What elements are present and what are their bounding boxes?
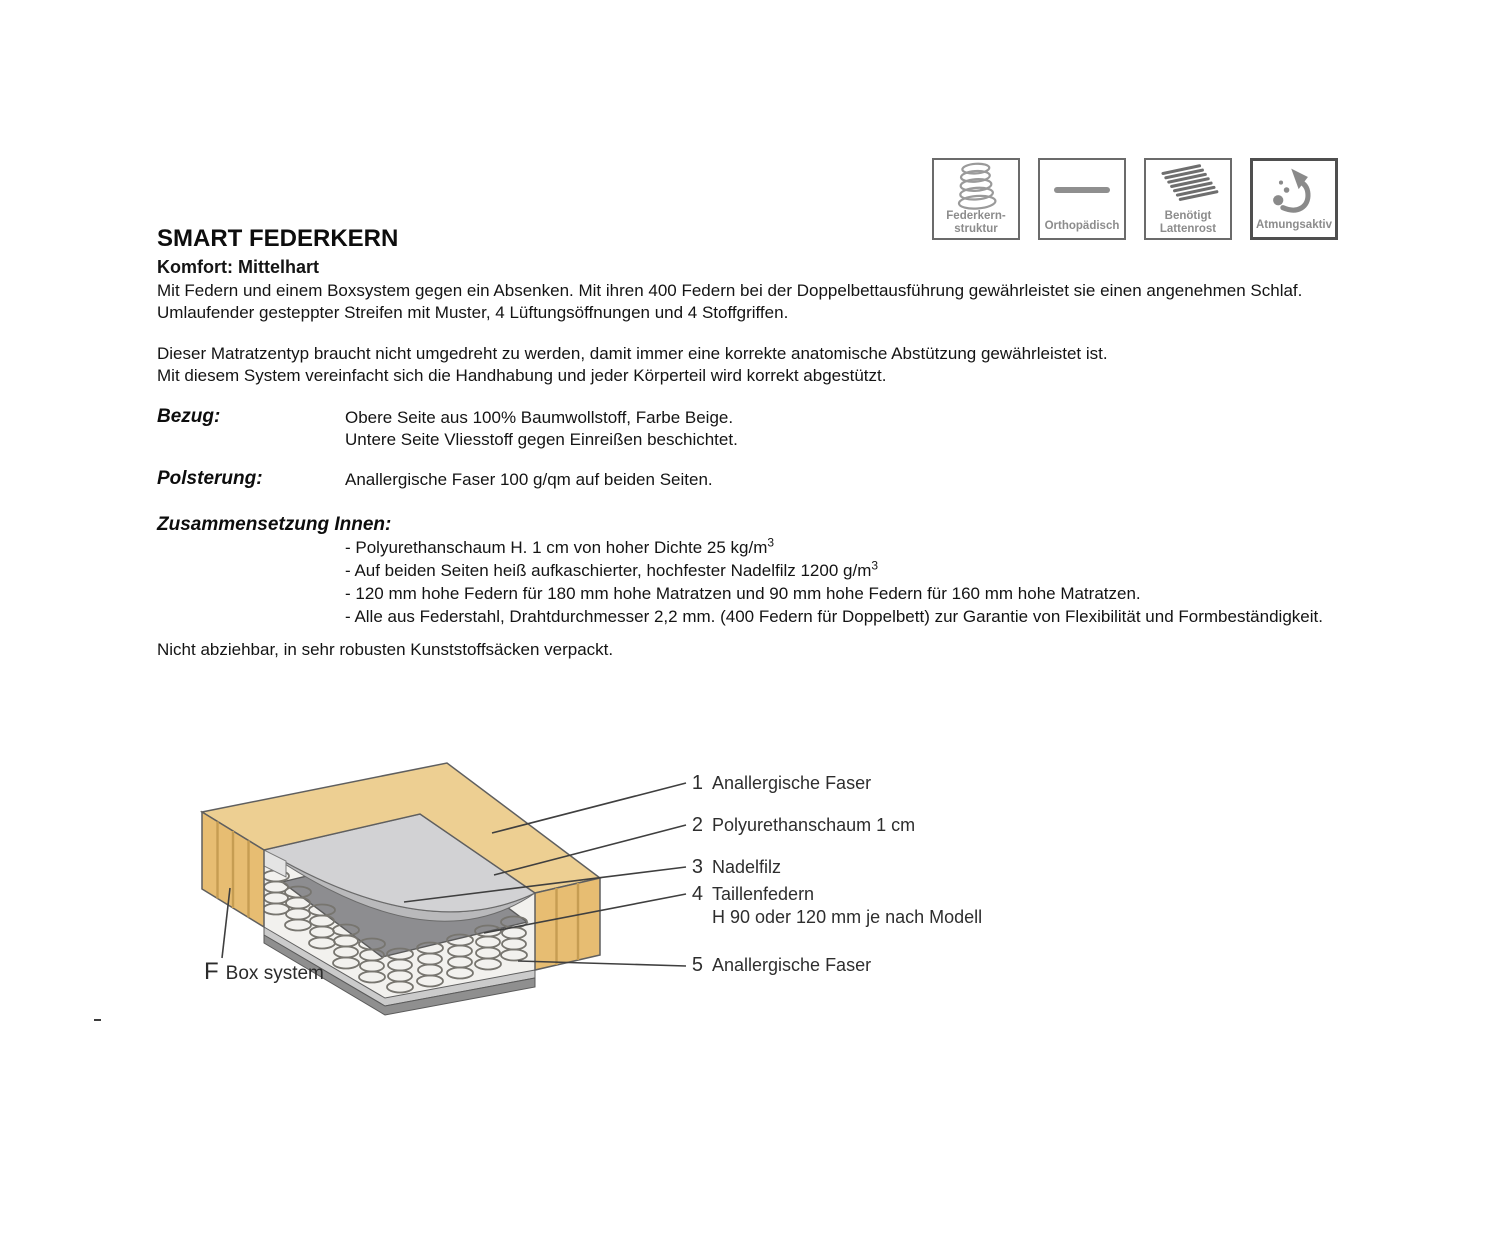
callout-number: 3: [691, 856, 703, 878]
composition-item: - Alle aus Federstahl, Drahtdurchmesser 2,2 mm. (400 Federn für Doppelbett) zur Garantie von Flexibilität und Formbeständigkeit.: [345, 607, 1323, 626]
badge-federkernstruktur: [932, 158, 1020, 240]
text-line: Umlaufender gesteppter Streifen mit Muster, 4 Lüftungsöffnungen und 4 Stoffgriffen.: [157, 303, 789, 322]
badge-label-line: Lattenrost: [1159, 222, 1217, 235]
packing-note: Nicht abziehbar, in sehr robusten Kunststoffsäcken verpackt.: [157, 640, 614, 659]
box-system-label: [204, 958, 324, 986]
badge-label-line: struktur: [954, 222, 998, 235]
page-title: SMART FEDERKERN: [157, 225, 399, 252]
spec-value-polsterung: [345, 469, 713, 491]
spec-label-bezug: Bezug:: [157, 406, 221, 427]
text-line: Dieser Matratzentyp braucht nicht umgedreht zu werden, damit immer eine korrekte anatomische Abstützung gewährleistet ist.: [157, 344, 1108, 363]
orthopedic-bar-icon: [1040, 160, 1124, 220]
intro-paragraph-1: [157, 280, 1302, 324]
text-line: Untere Seite Vliesstoff gegen Einreißen beschichtet.: [345, 430, 738, 449]
callout-number: 1: [691, 772, 703, 794]
text-line: Anallergische Faser 100 g/qm auf beiden Seiten.: [345, 470, 713, 489]
callout-3: [688, 856, 781, 879]
callout-text: H 90 oder 120 mm je nach Modell: [712, 907, 983, 927]
box-system-letter: F: [204, 958, 219, 985]
callout-text: Taillenfedern: [712, 884, 815, 904]
badge-label-line: Federkern-: [946, 210, 1006, 222]
callout-text: Nadelfilz: [712, 857, 782, 877]
callout-text: Anallergische Faser: [712, 773, 872, 793]
callout-number: 2: [691, 814, 703, 836]
spec-label-polsterung: Polsterung:: [157, 468, 263, 489]
composition-item: - Polyurethanschaum H. 1 cm von hoher Dichte 25 $kg/m^3$: [345, 535, 775, 557]
badge-orthopaedisch: [1038, 158, 1126, 240]
box-system-text: Box system: [225, 963, 324, 984]
text-line: Mit diesem System vereinfacht sich die Handhabung und jeder Körperteil wird korrekt abgestützt.: [157, 366, 887, 385]
callout-text: Anallergische Faser: [712, 955, 872, 975]
breathable-arrow-icon: [1253, 161, 1335, 219]
box-side-right: [535, 878, 600, 970]
callout-4: [688, 883, 982, 929]
badge-atmungsaktiv: [1250, 158, 1338, 240]
callout-number: 4: [691, 883, 703, 905]
badge-label: [1256, 219, 1332, 238]
intro-paragraph-2: [157, 343, 1108, 387]
badge-benoetigt-lattenrost: [1144, 158, 1232, 240]
spec-label-zusammensetzung: Zusammensetzung Innen:: [157, 514, 392, 535]
composition-list: [345, 536, 1323, 628]
composition-item: - 120 mm hohe Federn für 180 mm hohe Matratzen und 90 mm hohe Federn für 160 mm hohe Matratzen.: [345, 584, 1141, 603]
comfort-line: Komfort: Mittelhart: [157, 257, 319, 277]
badge-label-line: Orthopädisch: [1044, 219, 1120, 232]
badge-label-line: Atmungsaktiv: [1255, 218, 1333, 231]
slatted-frame-icon: [1146, 160, 1230, 210]
badge-label-line: Benötigt: [1164, 210, 1212, 222]
spring-coil-icon: [934, 160, 1018, 210]
callout-5: [688, 954, 871, 977]
scan-artifact-dash: [94, 1019, 101, 1021]
text-line: Obere Seite aus 100% Baumwollstoff, Farbe Beige.: [345, 408, 734, 427]
superscript: 3: [767, 535, 775, 550]
text-line: Mit Federn und einem Boxsystem gegen ein Absenken. Mit ihren 400 Federn bei der Doppelbettausführung gewährleistet sie einen angenehmen Schlaf.: [157, 281, 1303, 300]
callout-1: [688, 772, 871, 795]
callout-text: Polyurethanschaum 1 cm: [712, 815, 916, 835]
composition-item: - Auf beiden Seiten heiß aufkaschierter, hochfester Nadelfilz 1200 $g/m^3$: [345, 558, 879, 580]
spec-value-bezug: [345, 407, 738, 451]
feature-badges: [932, 158, 1338, 240]
superscript: 3: [871, 558, 879, 573]
badge-label: [1045, 220, 1120, 239]
badge-label: [1160, 210, 1216, 241]
badge-label: [946, 210, 1005, 241]
callout-number: 5: [691, 954, 703, 976]
callout-2: [688, 814, 915, 837]
